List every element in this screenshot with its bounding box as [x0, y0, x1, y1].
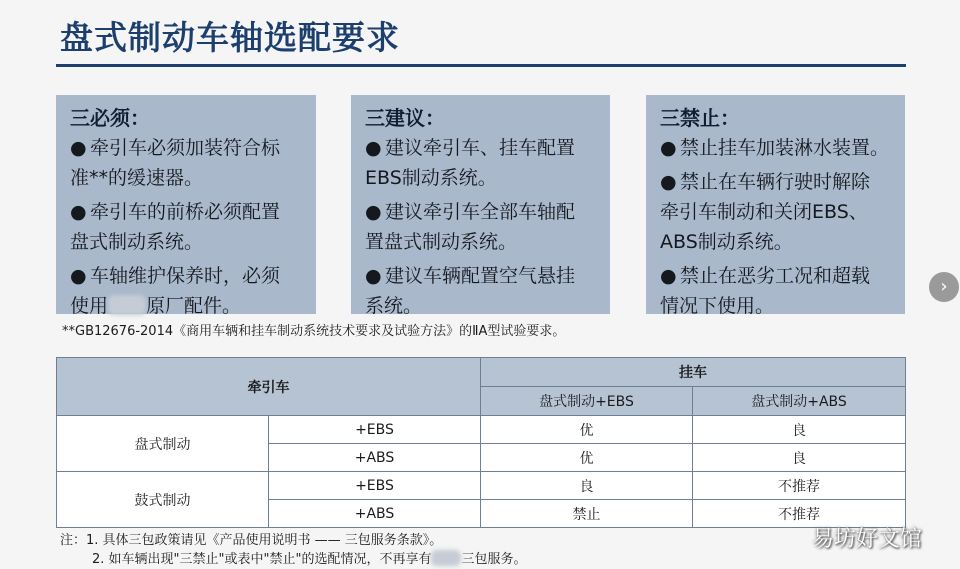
list-item: ● 建议车辆配置空气悬挂 系统。: [365, 261, 600, 321]
header-disc-ebs: 盘式制动+EBS: [481, 387, 693, 416]
list-item: ● 禁止在车辆行驶时解除 牵引车制动和关闭EBS、 ABS制动系统。: [660, 167, 895, 257]
bullet-icon: ●: [365, 265, 382, 287]
list-item: ● 建议牵引车全部车轴配 置盘式制动系统。: [365, 197, 600, 257]
row-variant: +EBS: [269, 472, 481, 500]
title-divider: [56, 64, 906, 67]
bullet-icon: ●: [365, 201, 382, 223]
cell-rating: 优: [481, 416, 693, 444]
page-title: 盘式制动车轴选配要求: [60, 18, 400, 57]
table-row: [57, 416, 906, 444]
list-item: ● 车轴维护保养时，必须 使用 原厂配件。: [70, 261, 306, 321]
list-item: ● 禁止挂车加装淋水装置。: [660, 133, 895, 163]
header-disc-abs: 盘式制动+ABS: [693, 387, 906, 416]
list-item: ● 牵引车的前桥必须配置 盘式制动系统。: [70, 197, 306, 257]
cell-rating: 良: [693, 444, 906, 472]
watermark-text: 易坊好文馆: [812, 527, 923, 552]
box-suggest: [351, 95, 610, 317]
cell-rating: 优: [481, 444, 693, 472]
list-item: ● 禁止在恶劣工况和超载 情况下使用。: [660, 261, 895, 321]
bullet-icon: ●: [660, 137, 677, 159]
standard-footnote: **GB12676-2014《商用车辆和挂车制动系统技术要求及试验方法》的ⅡA型试验要求。: [62, 324, 566, 339]
next-slide-button[interactable]: [929, 272, 959, 302]
header-tractor: 牵引车: [57, 358, 481, 416]
notes: [60, 531, 526, 569]
note-line-1: 注：1. 具体三包政策请见《产品使用说明书 —— 三包服务条款》。: [60, 533, 443, 548]
note-line-2: 2. 如车辆出现"三禁止"或表中"禁止"的选配情况，不再享有 三包服务。: [92, 552, 527, 567]
list-item: ● 牵引车必须加装符合标 准**的缓速器。: [70, 133, 306, 193]
box-heading: 三建议：: [365, 106, 445, 130]
row-group-drum: 鼓式制动: [57, 472, 269, 528]
bullet-icon: ●: [365, 137, 382, 159]
cell-rating: 不推荐: [693, 472, 906, 500]
box-heading: 三必须：: [70, 106, 150, 130]
bullet-icon: ●: [660, 265, 677, 287]
cell-rating: 不推荐: [693, 500, 906, 528]
cell-rating: 良: [693, 416, 906, 444]
row-variant: +EBS: [269, 416, 481, 444]
box-must: [56, 95, 316, 317]
bullet-icon: ●: [70, 201, 87, 223]
list-item: ● 建议牵引车、挂车配置 EBS制动系统。: [365, 133, 600, 193]
box-forbid: [646, 95, 905, 317]
row-variant: +ABS: [269, 500, 481, 528]
bullet-icon: ●: [70, 137, 87, 159]
axle-config-table: [56, 357, 906, 528]
bullet-icon: ●: [70, 265, 87, 287]
cell-rating: 良: [481, 472, 693, 500]
chevron-right-icon: ›: [940, 276, 948, 297]
blurred-brand: [108, 295, 146, 315]
table-row: [57, 472, 906, 500]
bullet-icon: ●: [660, 171, 677, 193]
row-group-disc: 盘式制动: [57, 416, 269, 472]
header-trailer: 挂车: [481, 358, 906, 387]
cell-rating: 禁止: [481, 500, 693, 528]
row-variant: +ABS: [269, 444, 481, 472]
blurred-brand: [431, 550, 461, 566]
box-heading: 三禁止：: [660, 106, 740, 130]
